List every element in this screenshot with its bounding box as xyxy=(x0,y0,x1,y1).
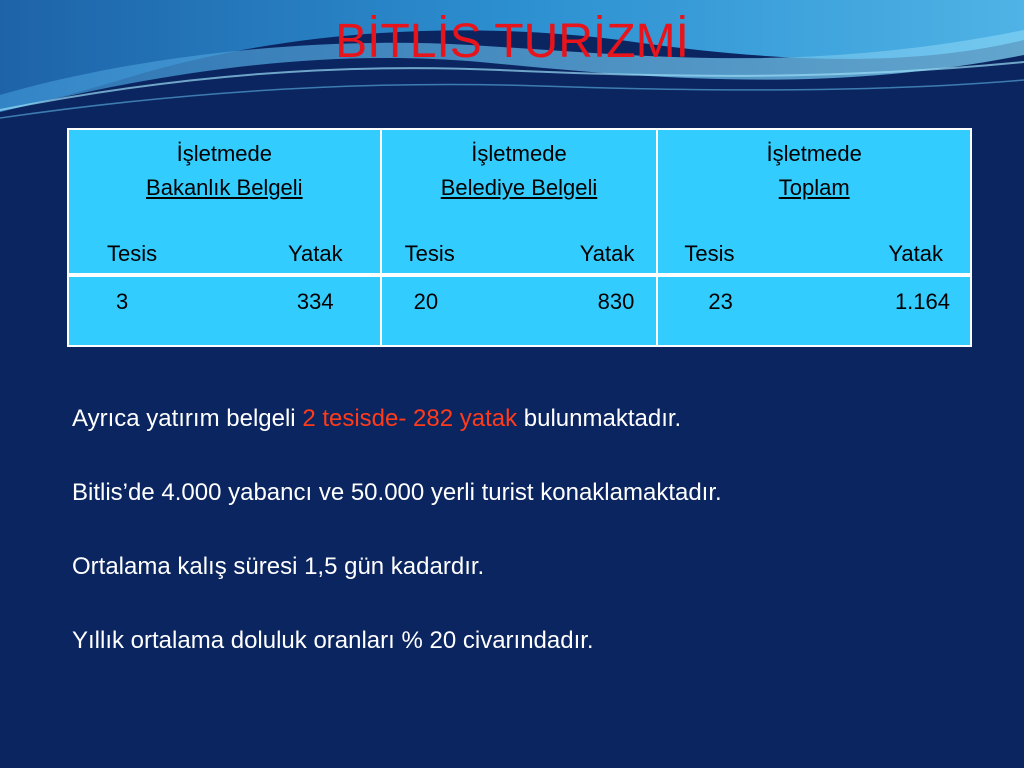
subheader-yatak: Yatak xyxy=(579,241,635,266)
accommodation-table xyxy=(67,128,972,347)
header-line1: İşletmede xyxy=(176,141,272,166)
subheader-tesis: Tesis xyxy=(107,241,158,266)
header-line2: Toplam xyxy=(778,175,850,200)
value-cell-ministry xyxy=(68,275,381,346)
tesis-value: 3 xyxy=(116,289,129,314)
header-cell-municipality xyxy=(381,129,658,275)
paragraph-stay-duration: Ortalama kalış süresi 1,5 gün kadardır. xyxy=(72,553,485,580)
table-header-row xyxy=(68,129,971,275)
paragraph-investment: Ayrıca yatırım belgeli 2 tesisde- 282 yatak bulunmaktadır. xyxy=(72,405,682,432)
header-line1: İşletmede xyxy=(766,141,862,166)
header-cell-ministry xyxy=(68,129,381,275)
subheader-tesis: Tesis xyxy=(404,241,455,266)
subheader-yatak: Yatak xyxy=(287,241,343,266)
yatak-value: 830 xyxy=(597,289,635,314)
header-line1: İşletmede xyxy=(471,141,567,166)
tesis-value: 20 xyxy=(413,289,439,314)
header-line2: Belediye Belgeli xyxy=(440,175,598,200)
paragraph-tourists: Bitlis’de 4.000 yabancı ve 50.000 yerli turist konaklamaktadır. xyxy=(72,479,722,506)
value-cell-total xyxy=(657,275,971,346)
highlight-text: 2 tesisde- 282 yatak xyxy=(302,405,518,432)
yatak-value: 1.164 xyxy=(894,289,950,314)
tesis-value: 23 xyxy=(708,289,733,314)
paragraph-occupancy: Yıllık ortalama doluluk oranları % 20 civarındadır. xyxy=(72,627,594,654)
header-line2: Bakanlık Belgeli xyxy=(146,175,303,200)
slide-title: BİTLİS TURİZMİ xyxy=(335,15,689,68)
yatak-value: 334 xyxy=(296,289,334,314)
value-cell-municipality xyxy=(381,275,658,346)
header-cell-total xyxy=(657,129,971,275)
subheader-yatak: Yatak xyxy=(888,241,943,266)
subheader-tesis: Tesis xyxy=(684,241,735,266)
table-row xyxy=(68,275,971,346)
